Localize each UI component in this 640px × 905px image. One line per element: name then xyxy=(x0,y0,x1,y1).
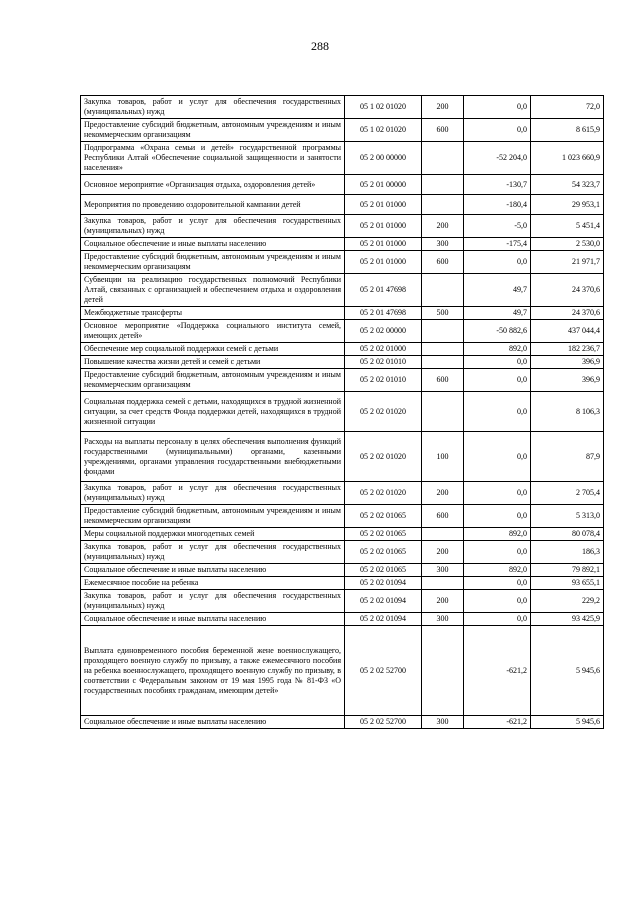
row-expense-type-cell: 200 xyxy=(422,590,464,613)
row-code-cell: 05 2 01 01000 xyxy=(345,238,422,251)
table-row xyxy=(81,356,604,369)
row-change-cell: 49,7 xyxy=(464,307,531,320)
row-change-cell: 0,0 xyxy=(464,432,531,482)
row-total-cell: 2 530,0 xyxy=(531,238,604,251)
row-code-cell: 05 2 02 01020 xyxy=(345,432,422,482)
row-expense-type-cell xyxy=(422,195,464,215)
row-name-cell: Расходы на выплаты персоналу в целях обеспечения выполнения функций государственными (муниципальными) органами, казенными учреждениями, органами управления государственными внебюджетными фондами xyxy=(81,432,345,482)
row-name-cell: Выплата единовременного пособия беременной жене военнослужащего, проходящего военную службу по призыву, а также ежемесячного пособия на ребенка военнослужащего, проходящего военную службу по призыву, в соответствии с Федеральным законом от 19 мая 1995 года № 81-ФЗ «О государственных пособиях гражданам, имеющим детей» xyxy=(81,626,345,716)
row-change-cell: -130,7 xyxy=(464,175,531,195)
row-expense-type-cell: 600 xyxy=(422,119,464,142)
row-code-cell: 05 2 01 47698 xyxy=(345,307,422,320)
table-row xyxy=(81,505,604,528)
row-name-cell: Основное мероприятие «Поддержка социального института семей, имеющих детей» xyxy=(81,320,345,343)
row-expense-type-cell xyxy=(422,356,464,369)
row-expense-type-cell: 600 xyxy=(422,251,464,274)
row-code-cell: 05 2 02 01065 xyxy=(345,528,422,541)
row-expense-type-cell xyxy=(422,320,464,343)
row-total-cell: 79 892,1 xyxy=(531,564,604,577)
row-total-cell: 186,3 xyxy=(531,541,604,564)
table-row xyxy=(81,238,604,251)
row-name-cell: Социальное обеспечение и иные выплаты населению xyxy=(81,238,345,251)
table-row xyxy=(81,274,604,307)
row-expense-type-cell: 200 xyxy=(422,482,464,505)
row-expense-type-cell xyxy=(422,528,464,541)
row-total-cell: 2 705,4 xyxy=(531,482,604,505)
row-name-cell: Закупка товаров, работ и услуг для обеспечения государственных (муниципальных) нужд xyxy=(81,590,345,613)
row-name-cell: Мероприятия по проведению оздоровительной кампании детей xyxy=(81,195,345,215)
row-expense-type-cell: 200 xyxy=(422,96,464,119)
row-change-cell: 0,0 xyxy=(464,505,531,528)
row-name-cell: Социальное обеспечение и иные выплаты населению xyxy=(81,716,345,729)
row-code-cell: 05 2 02 00000 xyxy=(345,320,422,343)
table-row xyxy=(81,482,604,505)
row-change-cell: 0,0 xyxy=(464,369,531,392)
row-total-cell: 8 615,9 xyxy=(531,119,604,142)
row-total-cell: 5 451,4 xyxy=(531,215,604,238)
row-total-cell: 437 044,4 xyxy=(531,320,604,343)
row-expense-type-cell: 300 xyxy=(422,564,464,577)
row-total-cell: 5 945,6 xyxy=(531,626,604,716)
row-code-cell: 05 2 02 01065 xyxy=(345,541,422,564)
table-row xyxy=(81,432,604,482)
row-name-cell: Предоставление субсидий бюджетным, автономным учреждениям и иным некоммерческим организациям xyxy=(81,505,345,528)
row-expense-type-cell: 600 xyxy=(422,505,464,528)
table-row xyxy=(81,96,604,119)
row-name-cell: Предоставление субсидий бюджетным, автономным учреждениям и иным некоммерческим организациям xyxy=(81,119,345,142)
row-total-cell: 29 953,1 xyxy=(531,195,604,215)
row-name-cell: Закупка товаров, работ и услуг для обеспечения государственных (муниципальных) нужд xyxy=(81,541,345,564)
row-total-cell: 396,9 xyxy=(531,356,604,369)
row-total-cell: 72,0 xyxy=(531,96,604,119)
row-total-cell: 93 655,1 xyxy=(531,577,604,590)
row-change-cell: 0,0 xyxy=(464,96,531,119)
row-total-cell: 24 370,6 xyxy=(531,274,604,307)
budget-table xyxy=(80,95,604,729)
row-expense-type-cell xyxy=(422,392,464,432)
row-expense-type-cell xyxy=(422,175,464,195)
row-expense-type-cell: 500 xyxy=(422,307,464,320)
row-code-cell: 05 2 00 00000 xyxy=(345,142,422,175)
table-row xyxy=(81,215,604,238)
table-row xyxy=(81,528,604,541)
table-row xyxy=(81,142,604,175)
table-row xyxy=(81,343,604,356)
row-change-cell: 892,0 xyxy=(464,528,531,541)
table-row xyxy=(81,613,604,626)
row-total-cell: 54 323,7 xyxy=(531,175,604,195)
row-expense-type-cell: 100 xyxy=(422,432,464,482)
row-change-cell: 0,0 xyxy=(464,119,531,142)
table-row xyxy=(81,392,604,432)
row-change-cell: -5,0 xyxy=(464,215,531,238)
row-code-cell: 05 2 02 01010 xyxy=(345,356,422,369)
row-total-cell: 5 945,6 xyxy=(531,716,604,729)
row-code-cell: 05 2 01 00000 xyxy=(345,175,422,195)
row-change-cell: 0,0 xyxy=(464,356,531,369)
row-code-cell: 05 2 01 01000 xyxy=(345,195,422,215)
row-expense-type-cell: 300 xyxy=(422,613,464,626)
row-expense-type-cell: 300 xyxy=(422,238,464,251)
row-expense-type-cell xyxy=(422,343,464,356)
table-row xyxy=(81,195,604,215)
table-body xyxy=(81,96,604,729)
row-change-cell: 0,0 xyxy=(464,251,531,274)
row-code-cell: 05 2 02 01000 xyxy=(345,343,422,356)
row-total-cell: 93 425,9 xyxy=(531,613,604,626)
row-change-cell: -180,4 xyxy=(464,195,531,215)
row-name-cell: Закупка товаров, работ и услуг для обеспечения государственных (муниципальных) нужд xyxy=(81,482,345,505)
row-name-cell: Межбюджетные трансферты xyxy=(81,307,345,320)
row-total-cell: 229,2 xyxy=(531,590,604,613)
row-total-cell: 21 971,7 xyxy=(531,251,604,274)
row-change-cell: 49,7 xyxy=(464,274,531,307)
row-change-cell: 0,0 xyxy=(464,577,531,590)
row-expense-type-cell: 200 xyxy=(422,541,464,564)
row-name-cell: Обеспечение мер социальной поддержки семей с детьми xyxy=(81,343,345,356)
row-name-cell: Закупка товаров, работ и услуг для обеспечения государственных (муниципальных) нужд xyxy=(81,96,345,119)
row-name-cell: Ежемесячное пособие на ребенка xyxy=(81,577,345,590)
row-code-cell: 05 1 02 01020 xyxy=(345,119,422,142)
row-change-cell: -50 882,6 xyxy=(464,320,531,343)
row-code-cell: 05 1 02 01020 xyxy=(345,96,422,119)
row-change-cell: -52 204,0 xyxy=(464,142,531,175)
row-code-cell: 05 2 01 01000 xyxy=(345,215,422,238)
row-name-cell: Закупка товаров, работ и услуг для обеспечения государственных (муниципальных) нужд xyxy=(81,215,345,238)
row-code-cell: 05 2 02 52700 xyxy=(345,626,422,716)
row-change-cell: -621,2 xyxy=(464,626,531,716)
row-total-cell: 80 078,4 xyxy=(531,528,604,541)
row-total-cell: 87,9 xyxy=(531,432,604,482)
row-change-cell: 0,0 xyxy=(464,590,531,613)
row-change-cell: 892,0 xyxy=(464,343,531,356)
row-total-cell: 8 106,3 xyxy=(531,392,604,432)
row-expense-type-cell xyxy=(422,274,464,307)
table-row xyxy=(81,119,604,142)
row-expense-type-cell xyxy=(422,577,464,590)
table-row xyxy=(81,307,604,320)
row-name-cell: Субвенции на реализацию государственных полномочий Республики Алтай, связанных с организацией и обеспечением отдыха и оздоровления детей xyxy=(81,274,345,307)
row-total-cell: 1 023 660,9 xyxy=(531,142,604,175)
row-expense-type-cell: 600 xyxy=(422,369,464,392)
row-name-cell: Предоставление субсидий бюджетным, автономным учреждениям и иным некоммерческим организациям xyxy=(81,251,345,274)
row-change-cell: 892,0 xyxy=(464,564,531,577)
row-name-cell: Повышение качества жизни детей и семей с детьми xyxy=(81,356,345,369)
row-expense-type-cell: 300 xyxy=(422,716,464,729)
row-change-cell: 0,0 xyxy=(464,392,531,432)
row-name-cell: Предоставление субсидий бюджетным, автономным учреждениям и иным некоммерческим организациям xyxy=(81,369,345,392)
table-row xyxy=(81,716,604,729)
row-expense-type-cell xyxy=(422,142,464,175)
row-change-cell: 0,0 xyxy=(464,541,531,564)
row-code-cell: 05 2 02 01010 xyxy=(345,369,422,392)
row-total-cell: 5 313,0 xyxy=(531,505,604,528)
row-code-cell: 05 2 02 01065 xyxy=(345,505,422,528)
row-total-cell: 24 370,6 xyxy=(531,307,604,320)
row-name-cell: Социальная поддержка семей с детьми, находящихся в трудной жизненной ситуации, за счет средств Фонда поддержки детей, находящихся в трудной жизненной ситуации xyxy=(81,392,345,432)
table-row xyxy=(81,369,604,392)
row-change-cell: 0,0 xyxy=(464,482,531,505)
row-change-cell: 0,0 xyxy=(464,613,531,626)
row-code-cell: 05 2 02 01094 xyxy=(345,590,422,613)
table-row xyxy=(81,564,604,577)
row-code-cell: 05 2 02 01020 xyxy=(345,482,422,505)
row-expense-type-cell xyxy=(422,626,464,716)
row-expense-type-cell: 200 xyxy=(422,215,464,238)
row-code-cell: 05 2 02 01020 xyxy=(345,392,422,432)
row-name-cell: Меры социальной поддержки многодетных семей xyxy=(81,528,345,541)
table-row xyxy=(81,577,604,590)
row-code-cell: 05 2 02 01065 xyxy=(345,564,422,577)
row-name-cell: Социальное обеспечение и иные выплаты населению xyxy=(81,564,345,577)
table-row xyxy=(81,320,604,343)
page-number: 288 xyxy=(311,39,329,53)
table-row xyxy=(81,251,604,274)
row-name-cell: Подпрограмма «Охрана семьи и детей» государственной программы Республики Алтай «Обеспечение социальной защищенности и занятости населения» xyxy=(81,142,345,175)
row-change-cell: -621,2 xyxy=(464,716,531,729)
row-name-cell: Основное мероприятие «Организация отдыха, оздоровления детей» xyxy=(81,175,345,195)
table-row xyxy=(81,626,604,716)
row-code-cell: 05 2 02 01094 xyxy=(345,613,422,626)
row-code-cell: 05 2 02 01094 xyxy=(345,577,422,590)
row-total-cell: 396,9 xyxy=(531,369,604,392)
row-code-cell: 05 2 01 47698 xyxy=(345,274,422,307)
table-row xyxy=(81,590,604,613)
row-name-cell: Социальное обеспечение и иные выплаты населению xyxy=(81,613,345,626)
table-row xyxy=(81,541,604,564)
row-total-cell: 182 236,7 xyxy=(531,343,604,356)
row-change-cell: -175,4 xyxy=(464,238,531,251)
row-code-cell: 05 2 02 52700 xyxy=(345,716,422,729)
table-row xyxy=(81,175,604,195)
row-code-cell: 05 2 01 01000 xyxy=(345,251,422,274)
